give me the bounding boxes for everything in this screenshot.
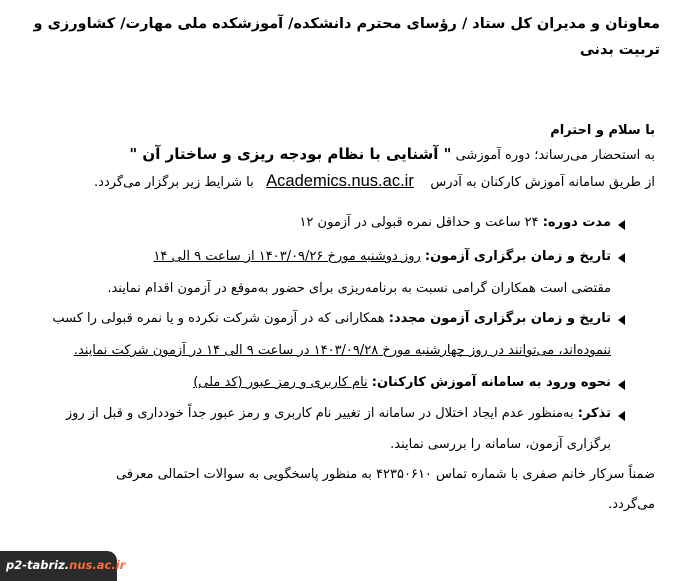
item-exam bbox=[153, 248, 611, 266]
item-note bbox=[66, 405, 611, 423]
bullet-icon bbox=[618, 315, 625, 325]
course-title: " آشنایی با نظام بودجه ریزی و ساختار آن " bbox=[129, 145, 452, 163]
exam-line2: مقتضی است همکاران گرامی نسبت به برنامه‌ریزی برای حضور به‌موقع در آزمون اقدام نمایند. bbox=[107, 281, 611, 296]
letter-heading-line2: تربیت بدنی bbox=[579, 42, 660, 58]
intro-line1 bbox=[129, 145, 655, 165]
exam-label: تاریخ و زمان برگزاری آزمون: bbox=[424, 249, 611, 264]
site-watermark-text bbox=[6, 558, 125, 572]
item-duration bbox=[299, 214, 611, 232]
bullet-icon bbox=[618, 253, 625, 263]
retake-label: تاریخ و زمان برگزاری آزمون مجدد: bbox=[388, 311, 611, 326]
note-label: تذکر: bbox=[577, 406, 611, 421]
item-retake bbox=[52, 310, 611, 328]
exam-text: روز دوشنبه مورخ ۱۴۰۳/۰۹/۲۶ از ساعت ۹ الی ۱۴ bbox=[153, 249, 421, 264]
site-domain: nus.ac.ir bbox=[69, 558, 126, 572]
intro-line2 bbox=[94, 170, 655, 194]
closing-line2: می‌گردد. bbox=[608, 497, 655, 512]
bullet-icon bbox=[618, 411, 625, 421]
intro-line2-suffix: با شرایط زیر برگزار می‌گردد. bbox=[94, 175, 254, 190]
greeting: با سلام و احترام bbox=[550, 123, 655, 138]
site-prefix: p2-tabriz. bbox=[6, 558, 70, 572]
login-label: نحوه ورود به سامانه آموزش کارکنان: bbox=[371, 375, 611, 390]
intro-line2-prefix: از طریق سامانه آموزش کارکنان به آدرس bbox=[430, 175, 655, 190]
letter-heading-line1: معاونان و مدیران کل ستاد / رؤسای محترم دانشکده/ آموزشکده ملی مهارت/ کشاورزی و bbox=[33, 16, 660, 32]
duration-label: مدت دوره: bbox=[542, 215, 611, 230]
bullet-icon bbox=[618, 380, 625, 390]
intro-prefix: به استحضار می‌رساند؛ دوره آموزشی bbox=[455, 148, 655, 163]
bullet-icon bbox=[618, 220, 625, 230]
closing-line1: ضمناً سرکار خانم صفری با شماره تماس ۴۲۳۵۰۶۱۰ به منظور پاسخگویی به سوالات احتمالی معرفی bbox=[116, 467, 655, 482]
academics-link[interactable]: Academics.nus.ac.ir bbox=[266, 172, 414, 190]
note-text: به‌منظور عدم ایجاد اختلال در سامانه از تغییر نام کاربری و رمز عبور جداً خودداری و قبل از روز bbox=[65, 406, 574, 421]
login-text: نام کاربری و رمز عبور (کد ملی) bbox=[193, 375, 368, 390]
site-watermark bbox=[0, 551, 126, 581]
retake-text: همکارانی که در آزمون شرکت نکرده و یا نمره قبولی را کسب bbox=[52, 311, 385, 326]
retake-line2: ننموده‌اند، می‌توانند در روز چهارشنبه مورخ ۱۴۰۳/۰۹/۲۸ در ساعت ۹ الی ۱۴ در آزمون شرکت نمایند. bbox=[73, 343, 611, 358]
note-line2: برگزاری آزمون، سامانه را بررسی نمایند. bbox=[390, 437, 611, 452]
item-login bbox=[193, 374, 611, 392]
duration-text: ۲۴ ساعت و حداقل نمره قبولی در آزمون ۱۲ bbox=[299, 215, 539, 230]
